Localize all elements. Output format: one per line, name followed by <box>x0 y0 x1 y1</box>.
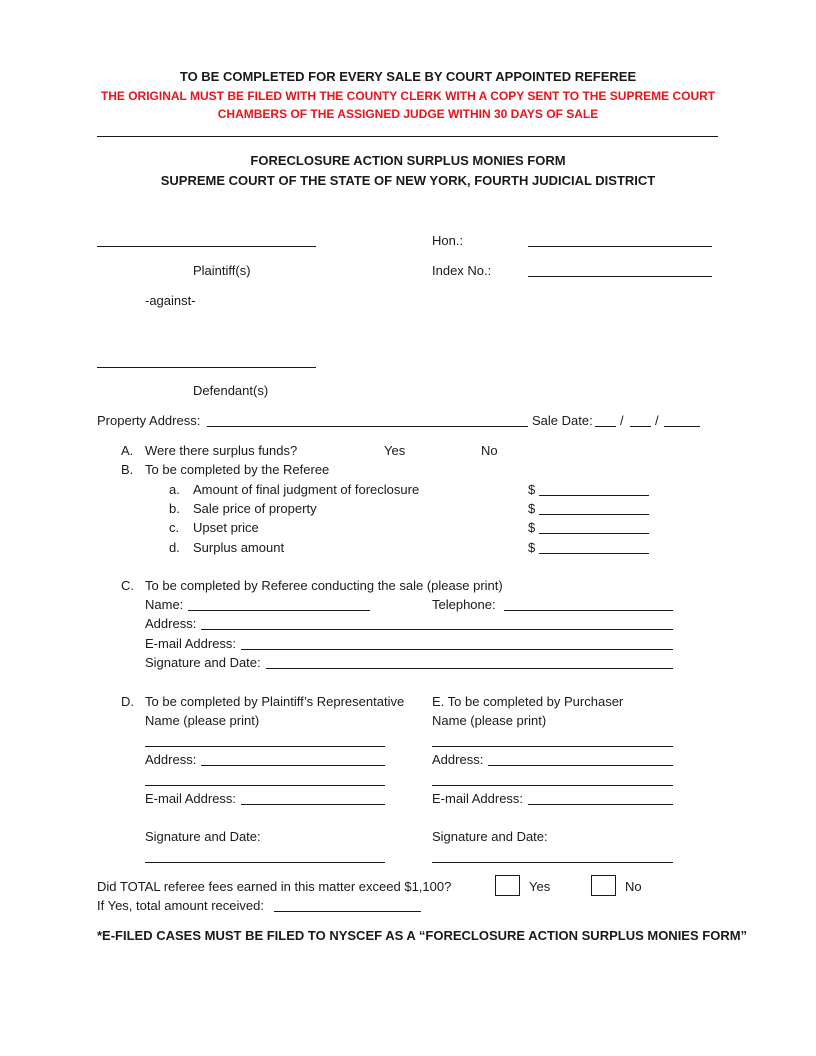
section-d-label: To be completed by Plaintiff’s Representative <box>145 694 405 709</box>
referee-address-field[interactable] <box>201 629 673 630</box>
sale-date-separator: / <box>620 413 624 428</box>
purchaser-signature-field[interactable] <box>432 862 673 863</box>
purchaser-name-label: Name (please print) <box>432 713 547 728</box>
sale-date-year-field[interactable] <box>664 426 700 427</box>
filing-notice-line2: CHAMBERS OF THE ASSIGNED JUDGE WITHIN 30 DAYS OF SALE <box>217 107 599 121</box>
upset-price-label: Upset price <box>193 520 259 535</box>
section-a-marker: A. <box>121 443 134 458</box>
section-c-marker: C. <box>121 578 134 593</box>
section-c-label: To be completed by Referee conducting the sale (please print) <box>145 578 503 593</box>
plaintiff-rep-address-label: Address: <box>145 752 197 767</box>
referee-email-label: E-mail Address: <box>145 636 237 651</box>
fees-no-checkbox[interactable] <box>591 875 616 896</box>
fees-yes-checkbox[interactable] <box>495 875 520 896</box>
fees-amount-label: If Yes, total amount received: <box>97 898 264 913</box>
currency-symbol: $ <box>528 520 536 535</box>
referee-telephone-field[interactable] <box>504 610 673 611</box>
plaintiff-rep-address-field[interactable] <box>201 765 385 766</box>
referee-name-label: Name: <box>145 597 184 612</box>
hon-label: Hon.: <box>432 233 464 248</box>
header-divider <box>97 136 718 137</box>
section-b-marker: B. <box>121 462 134 477</box>
plaintiff-rep-address-line2-field[interactable] <box>145 785 385 786</box>
fees-no-label: No <box>625 879 642 894</box>
sale-price-marker: b. <box>169 501 180 516</box>
referee-email-field[interactable] <box>241 649 673 650</box>
plaintiff-rep-signature-field[interactable] <box>145 862 385 863</box>
hon-field[interactable] <box>528 246 712 247</box>
judgment-amount-field[interactable] <box>539 495 649 496</box>
currency-symbol: $ <box>528 482 536 497</box>
sale-date-month-field[interactable] <box>595 426 616 427</box>
plaintiff-label: Plaintiff(s) <box>193 263 251 278</box>
upset-price-field[interactable] <box>539 533 649 534</box>
fees-amount-field[interactable] <box>274 911 421 912</box>
form-header-title: TO BE COMPLETED FOR EVERY SALE BY COURT APPOINTED REFEREE <box>179 69 637 84</box>
referee-telephone-label: Telephone: <box>432 597 496 612</box>
property-address-field[interactable] <box>207 426 528 427</box>
referee-signature-label: Signature and Date: <box>145 655 261 670</box>
purchaser-name-field[interactable] <box>432 746 673 747</box>
sale-date-day-field[interactable] <box>630 426 651 427</box>
surplus-funds-yes-option[interactable]: Yes <box>384 443 406 458</box>
defendant-label: Defendant(s) <box>193 383 269 398</box>
purchaser-address-label: Address: <box>432 752 484 767</box>
sale-date-label: Sale Date: <box>532 413 593 428</box>
referee-name-field[interactable] <box>188 610 370 611</box>
plaintiff-rep-signature-label: Signature and Date: <box>145 829 261 844</box>
referee-signature-field[interactable] <box>266 668 673 669</box>
filing-notice-line1: THE ORIGINAL MUST BE FILED WITH THE COUNTY CLERK WITH A COPY SENT TO THE SUPREME COURT <box>100 89 716 103</box>
court-title: SUPREME COURT OF THE STATE OF NEW YORK, FOURTH JUDICIAL DISTRICT <box>160 173 656 188</box>
sale-price-field[interactable] <box>539 514 649 515</box>
defendant-name-field[interactable] <box>97 367 316 368</box>
surplus-amount-label: Surplus amount <box>193 540 285 555</box>
plaintiff-rep-email-label: E-mail Address: <box>145 791 237 806</box>
sale-date-separator: / <box>655 413 659 428</box>
index-number-label: Index No.: <box>432 263 492 278</box>
purchaser-email-field[interactable] <box>528 804 673 805</box>
upset-price-marker: c. <box>169 520 180 535</box>
efile-note: *E-FILED CASES MUST BE FILED TO NYSCEF AS A “FORECLOSURE ACTION SURPLUS MONIES FORM” <box>97 928 748 943</box>
index-number-field[interactable] <box>528 276 712 277</box>
plaintiff-name-field[interactable] <box>97 246 316 247</box>
surplus-funds-question: Were there surplus funds? <box>145 443 298 458</box>
surplus-amount-marker: d. <box>169 540 180 555</box>
currency-symbol: $ <box>528 540 536 555</box>
surplus-amount-field[interactable] <box>539 553 649 554</box>
form-title: FORECLOSURE ACTION SURPLUS MONIES FORM <box>250 153 566 168</box>
purchaser-address-field[interactable] <box>488 765 673 766</box>
plaintiff-rep-email-field[interactable] <box>241 804 385 805</box>
judgment-amount-marker: a. <box>169 482 180 497</box>
currency-symbol: $ <box>528 501 536 516</box>
referee-fees-question: Did TOTAL referee fees earned in this matter exceed $1,100? <box>97 879 452 894</box>
plaintiff-rep-name-label: Name (please print) <box>145 713 260 728</box>
section-e-label: E. To be completed by Purchaser <box>432 694 624 709</box>
property-address-label: Property Address: <box>97 413 201 428</box>
judgment-amount-label: Amount of final judgment of foreclosure <box>193 482 420 497</box>
referee-address-label: Address: <box>145 616 197 631</box>
plaintiff-rep-name-field[interactable] <box>145 746 385 747</box>
against-label: -against- <box>145 293 196 308</box>
purchaser-address-line2-field[interactable] <box>432 785 673 786</box>
section-b-label: To be completed by the Referee <box>145 462 330 477</box>
purchaser-email-label: E-mail Address: <box>432 791 524 806</box>
section-d-marker: D. <box>121 694 134 709</box>
surplus-funds-no-option[interactable]: No <box>481 443 498 458</box>
fees-yes-label: Yes <box>529 879 551 894</box>
purchaser-signature-label: Signature and Date: <box>432 829 548 844</box>
sale-price-label: Sale price of property <box>193 501 317 516</box>
